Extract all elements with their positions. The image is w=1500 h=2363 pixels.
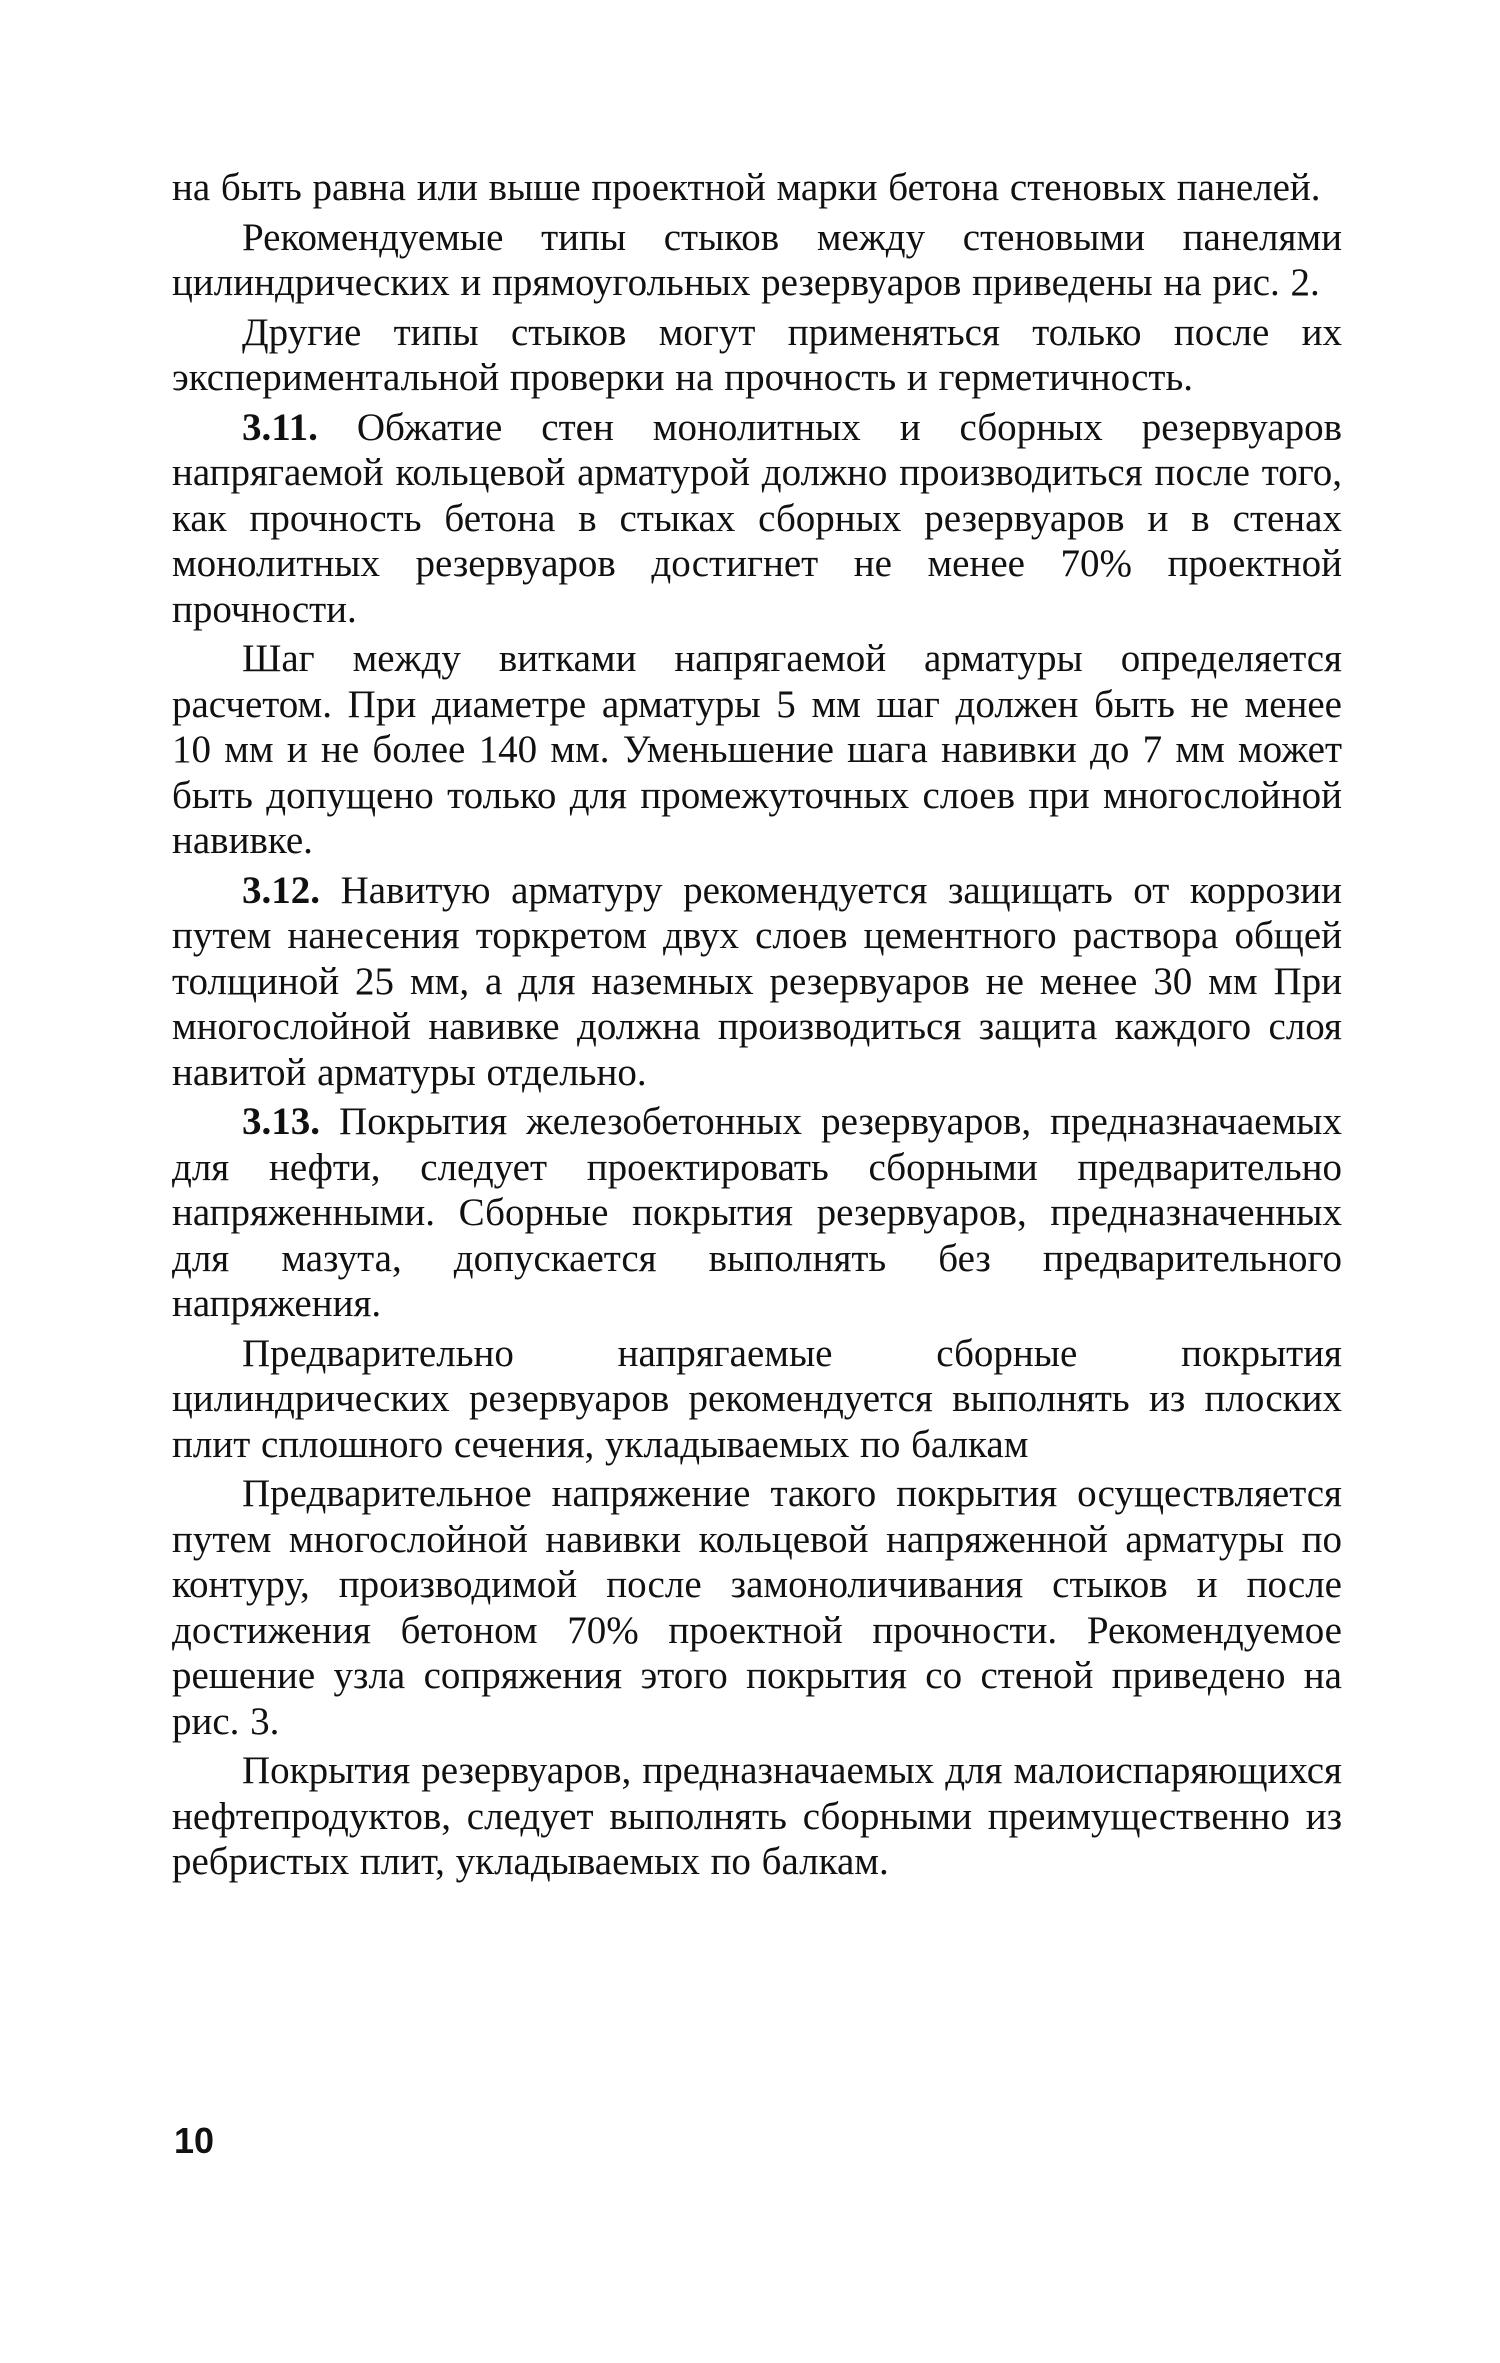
paragraph xyxy=(172,636,1342,864)
paragraph xyxy=(172,1471,1342,1744)
section-number: 3.11. xyxy=(242,405,318,449)
paragraph-text: Предварительно напрягаемые сборные покрытия цилиндрических резервуаров рекомендуется выполнять из плоских плит сплошного сечения, укладываемых по балкам xyxy=(172,1331,1342,1466)
paragraph xyxy=(172,165,1342,211)
paragraph-text: Обжатие стен монолитных и сборных резервуаров напрягаемой кольцевой арматурой должно производиться после того, как прочность бетона в стыках сборных резервуаров и в стенах монолитных резервуаров достигнет не менее 70% проектной прочности. xyxy=(172,405,1343,631)
numbered-paragraph xyxy=(172,1099,1342,1327)
paragraph-text: Шаг между витками напрягаемой арматуры определяется расчетом. При диаметре арматуры 5 мм шаг должен быть не менее 10 мм и не более 140 мм. Уменьшение шага навивки до 7 мм может быть допущено только для промежуточных слоев при многослойной навивке. xyxy=(172,637,1342,862)
paragraph-text: Предварительное напряжение такого покрытия осуществляется путем многослойной навивки кольцевой напряженной арматуры по контуру, производимой после замоноличивания стыков и после достижения бетоном 70% проектной прочности. Рекомендуемое решение узла сопряжения этого покрытия со стеной приведено на рис. 3. xyxy=(172,1472,1342,1743)
document-page xyxy=(172,165,1342,1889)
numbered-paragraph xyxy=(172,405,1342,633)
page-number: 10 xyxy=(174,2120,215,2161)
paragraph-text: Навитую арматуру рекомендуется защищать от коррозии путем нанесения торкретом двух слоев цементного раствора общей толщиной 25 мм, а для наземных резервуаров не менее 30 мм При многослойной навивке должна производиться защита каждого слоя навитой арматуры отдельно. xyxy=(172,868,1343,1094)
paragraph-text: Покрытия резервуаров, предназначаемых для малоиспаряющихся нефтепродуктов, следует выполнять сборными преимущественно из ребристых плит, укладываемых по балкам. xyxy=(172,1749,1342,1883)
section-number: 3.12. xyxy=(242,868,320,912)
paragraph xyxy=(172,215,1342,306)
section-number: 3.13. xyxy=(242,1100,320,1143)
numbered-paragraph xyxy=(172,868,1342,1096)
paragraph-text: на быть равна или выше проектной марки бетона стеновых панелей. xyxy=(172,166,1321,209)
paragraph-text: Рекомендуемые типы стыков между стеновыми панелями цилиндрических и прямоугольных резервуаров приведены на рис. 2. xyxy=(172,215,1342,304)
paragraph-text: Другие типы стыков могут применяться только после их экспериментальной проверки на прочность и герметичность. xyxy=(172,310,1342,399)
paragraph xyxy=(172,1331,1342,1468)
paragraph-text: Покрытия железобетонных резервуаров, предназначаемых для нефти, следует проектировать сборными предварительно напряженными. Сборные покрытия резервуаров, предназначенных для мазута, допускается выполнять без предварительного напряжения. xyxy=(172,1100,1343,1325)
paragraph xyxy=(172,310,1342,401)
paragraph xyxy=(172,1748,1342,1885)
